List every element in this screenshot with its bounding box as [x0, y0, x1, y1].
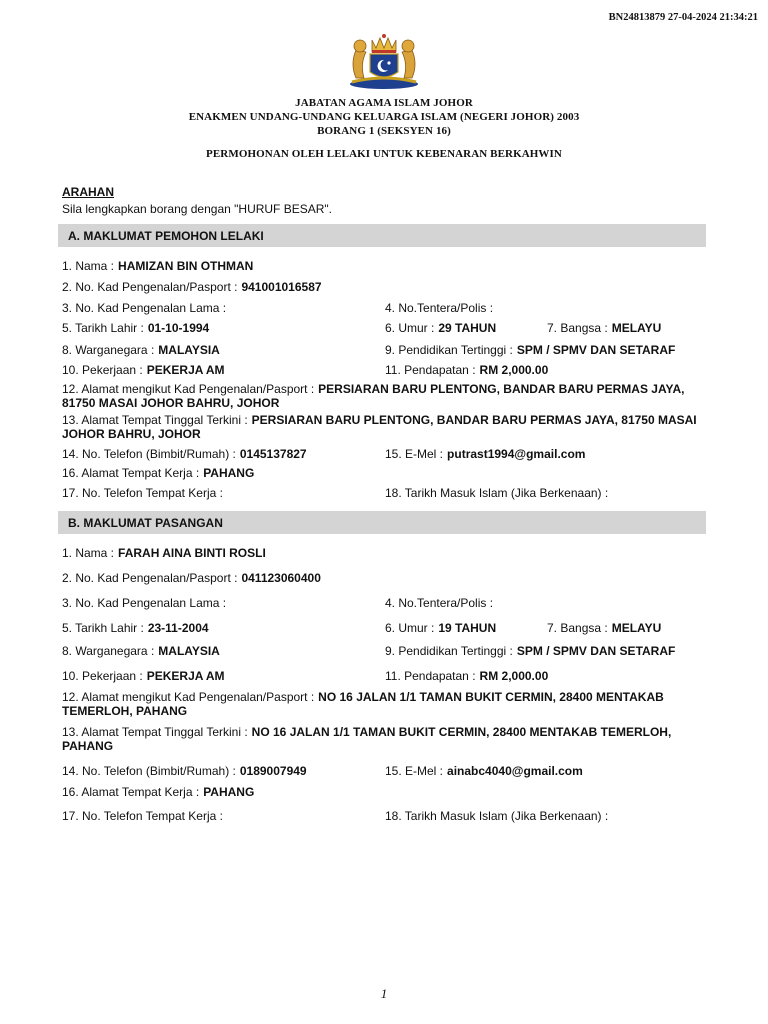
b-tarikh-islam-field	[385, 809, 608, 823]
value: SPM / SPMV DAN SETARAF	[516, 644, 676, 658]
label: 6. Umur :	[385, 321, 435, 335]
value: putrast1994@gmail.com	[447, 447, 586, 461]
value: HAMIZAN BIN OTHMAN	[118, 259, 254, 273]
b-tentera-field	[385, 596, 493, 610]
section-b-title: B. MAKLUMAT PASANGAN	[68, 516, 223, 530]
b-alamat-kerja-field	[62, 785, 254, 799]
a-kp-lama-field	[62, 301, 226, 315]
label: 16. Alamat Tempat Kerja :	[62, 785, 200, 799]
johor-crest-icon	[342, 30, 426, 90]
b-pendidikan-field	[385, 644, 675, 658]
value: ainabc4040@gmail.com	[447, 764, 583, 778]
a-pendapatan-field	[385, 363, 548, 377]
label: 12. Alamat mengikut Kad Pengenalan/Pasport :	[62, 382, 315, 396]
label: 2. No. Kad Pengenalan/Pasport :	[62, 571, 238, 585]
b-telefon-kerja-field	[62, 809, 223, 823]
b-alamat-kp-field	[62, 690, 712, 718]
header-form: BORANG 1 (SEKSYEN 16)	[317, 125, 451, 137]
value: PEKERJA AM	[146, 669, 225, 683]
label: 15. E-Mel :	[385, 764, 444, 778]
label: 9. Pendidikan Tertinggi :	[385, 343, 513, 357]
a-pendidikan-field	[385, 343, 675, 357]
a-bangsa-field	[547, 321, 661, 335]
value: 19 TAHUN	[438, 621, 497, 635]
label: 9. Pendidikan Tertinggi :	[385, 644, 513, 658]
value: PEKERJA AM	[146, 363, 225, 377]
label: 10. Pekerjaan :	[62, 669, 143, 683]
value: 0145137827	[239, 447, 307, 461]
a-alamat-terkini-field	[62, 413, 712, 441]
label: 5. Tarikh Lahir :	[62, 321, 144, 335]
value: 0189007949	[239, 764, 307, 778]
value: PAHANG	[203, 466, 255, 480]
section-a-title: A. MAKLUMAT PEMOHON LELAKI	[68, 229, 264, 243]
label: 13. Alamat Tempat Tinggal Terkini :	[62, 413, 248, 427]
a-pekerjaan-field	[62, 363, 225, 377]
value: RM 2,000.00	[479, 669, 549, 683]
label: 1. Nama :	[62, 546, 115, 560]
header-department: JABATAN AGAMA ISLAM JOHOR	[295, 97, 473, 109]
a-telefon-kerja-field	[62, 486, 223, 500]
b-telefon-field	[62, 764, 307, 778]
label: 7. Bangsa :	[547, 321, 608, 335]
label: 11. Pendapatan :	[385, 363, 476, 377]
document-reference: BN24813879 27-04-2024 21:34:21	[608, 12, 758, 23]
label: 3. No. Kad Pengenalan Lama :	[62, 301, 227, 315]
header-enactment: ENAKMEN UNDANG-UNDANG KELUARGA ISLAM (NEGERI JOHOR) 2003	[188, 111, 580, 123]
value: PERSIARAN BARU PLENTONG, BANDAR BARU PERMAS JAYA, 81750 MASAI JOHOR BAHRU, JOHOR	[62, 413, 697, 441]
a-tarikh-islam-field	[385, 486, 608, 500]
value: RM 2,000.00	[479, 363, 549, 377]
a-alamat-kp-field	[62, 382, 712, 410]
a-kp-field	[62, 280, 322, 294]
label: 6. Umur :	[385, 621, 435, 635]
b-pendapatan-field	[385, 669, 548, 683]
b-bangsa-field	[547, 621, 661, 635]
label: 8. Warganegara :	[62, 343, 155, 357]
value: 941001016587	[241, 280, 322, 294]
label: 14. No. Telefon (Bimbit/Rumah) :	[62, 764, 236, 778]
arahan-title: ARAHAN	[62, 185, 114, 199]
b-email-field	[385, 764, 583, 778]
b-umur-field	[385, 621, 496, 635]
value: NO 16 JALAN 1/1 TAMAN BUKIT CERMIN, 28400 MENTAKAB TEMERLOH, PAHANG	[62, 725, 672, 753]
b-kp-field	[62, 571, 321, 585]
value: MELAYU	[611, 621, 662, 635]
value: 29 TAHUN	[438, 321, 497, 335]
value: SPM / SPMV DAN SETARAF	[516, 343, 676, 357]
label: 4. No.Tentera/Polis :	[385, 596, 494, 610]
label: 8. Warganegara :	[62, 644, 155, 658]
b-alamat-terkini-field	[62, 725, 712, 753]
label: 1. Nama :	[62, 259, 115, 273]
b-lahir-field	[62, 621, 209, 635]
arahan-text: Sila lengkapkan borang dengan "HURUF BESAR".	[62, 202, 332, 216]
value: MALAYSIA	[158, 343, 220, 357]
label: 17. No. Telefon Tempat Kerja :	[62, 809, 223, 823]
b-warga-field	[62, 644, 220, 658]
label: 4. No.Tentera/Polis :	[385, 301, 494, 315]
page-number: 1	[380, 986, 388, 1001]
value: MALAYSIA	[158, 644, 220, 658]
a-warga-field	[62, 343, 220, 357]
label: 18. Tarikh Masuk Islam (Jika Berkenaan) :	[385, 809, 609, 823]
label: 17. No. Telefon Tempat Kerja :	[62, 486, 223, 500]
a-umur-field	[385, 321, 496, 335]
value: MELAYU	[611, 321, 662, 335]
a-tentera-field	[385, 301, 493, 315]
label: 11. Pendapatan :	[385, 669, 476, 683]
a-nama-field	[62, 259, 253, 273]
value: FARAH AINA BINTI ROSLI	[118, 546, 266, 560]
label: 14. No. Telefon (Bimbit/Rumah) :	[62, 447, 236, 461]
label: 12. Alamat mengikut Kad Pengenalan/Pasport :	[62, 690, 315, 704]
a-alamat-kerja-field	[62, 466, 254, 480]
value: 041123060400	[241, 571, 321, 585]
b-nama-field	[62, 546, 266, 560]
value: 01-10-1994	[147, 321, 210, 335]
label: 18. Tarikh Masuk Islam (Jika Berkenaan) :	[385, 486, 609, 500]
header-subject: PERMOHONAN OLEH LELAKI UNTUK KEBENARAN BERKAHWIN	[206, 148, 562, 160]
value: NO 16 JALAN 1/1 TAMAN BUKIT CERMIN, 28400 MENTAKAB TEMERLOH, PAHANG	[62, 690, 664, 718]
label: 2. No. Kad Pengenalan/Pasport :	[62, 280, 238, 294]
section-b-header	[58, 511, 706, 534]
value: PAHANG	[203, 785, 255, 799]
value: PERSIARAN BARU PLENTONG, BANDAR BARU PERMAS JAYA, 81750 MASAI JOHOR BAHRU, JOHOR	[62, 382, 685, 410]
b-pekerjaan-field	[62, 669, 225, 683]
label: 5. Tarikh Lahir :	[62, 621, 144, 635]
a-lahir-field	[62, 321, 209, 335]
section-a-header	[58, 224, 706, 247]
a-telefon-field	[62, 447, 307, 461]
label: 16. Alamat Tempat Kerja :	[62, 466, 200, 480]
label: 3. No. Kad Pengenalan Lama :	[62, 596, 227, 610]
label: 15. E-Mel :	[385, 447, 444, 461]
b-kp-lama-field	[62, 596, 226, 610]
label: 7. Bangsa :	[547, 621, 608, 635]
label: 13. Alamat Tempat Tinggal Terkini :	[62, 725, 248, 739]
value: 23-11-2004	[147, 621, 209, 635]
label: 10. Pekerjaan :	[62, 363, 143, 377]
a-email-field	[385, 447, 585, 461]
